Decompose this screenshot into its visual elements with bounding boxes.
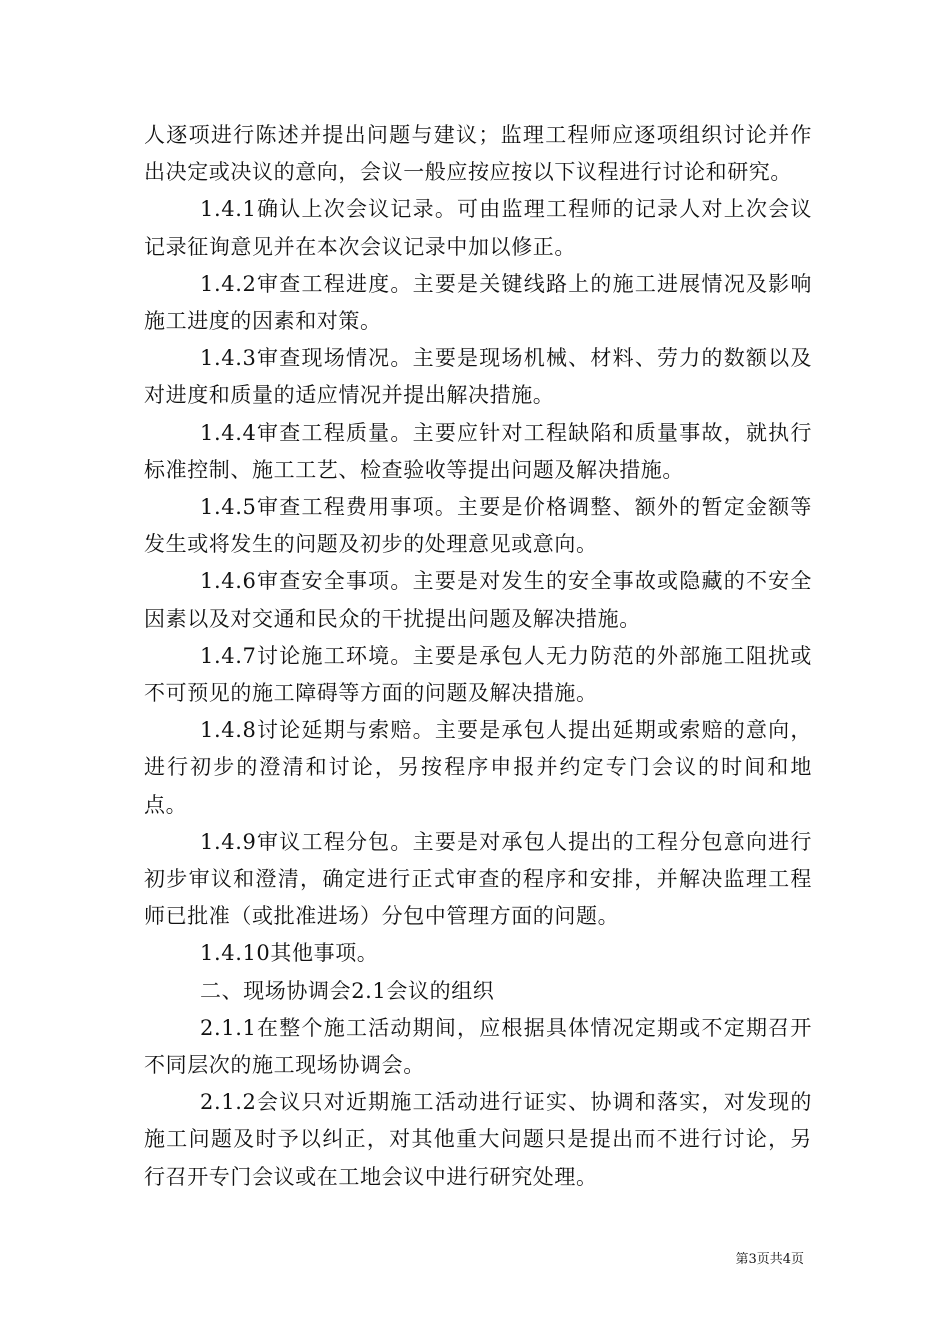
paragraph: 1.4.7讨论施工环境。主要是承包人无力防范的外部施工阻扰或不可预见的施工障碍等方面的问题及解决措施。 (144, 643, 812, 706)
paragraph: 1.4.10其他事项。 (200, 941, 379, 966)
paragraph: 1.4.8讨论延期与索赔。主要是承包人提出延期或索赔的意向，进行初步的澄清和讨论，另按程序申报并约定专门会议的时间和地点。 (144, 718, 812, 817)
section-heading: 二、现场协调会2.1会议的组织 (200, 978, 495, 1003)
paragraph: 1.4.9审议工程分包。主要是对承包人提出的工程分包意向进行初步审议和澄清，确定进行正式审查的程序和安排，并解决监理工程师已批准（或批准进场）分包中管理方面的问题。 (144, 829, 812, 929)
page-number-footer: 第3页共4页 (735, 1252, 804, 1267)
paragraph: 1.4.6审查安全事项。主要是对发生的安全事故或隐藏的不安全因素以及对交通和民众的干扰提出问题及解决措施。 (144, 569, 812, 631)
paragraph: 1.4.3审查现场情况。主要是现场机械、材料、劳力的数额以及对进度和质量的适应情况并提出解决措施。 (144, 346, 812, 408)
paragraph: 1.4.2审查工程进度。主要是关键线路上的施工进展情况及影响施工进度的因素和对策。 (144, 271, 812, 334)
paragraph: 1.4.1确认上次会议记录。可由监理工程师的记录人对上次会议记录征询意见并在本次会议记录中加以修正。 (144, 197, 812, 259)
paragraph: 1.4.5审查工程费用事项。主要是价格调整、额外的暂定金额等发生或将发生的问题及初步的处理意见或意向。 (144, 495, 812, 557)
document-body (144, 117, 812, 1196)
paragraph: 2.1.2会议只对近期施工活动进行证实、协调和落实，对发现的施工问题及时予以纠正，对其他重大问题只是提出而不进行讨论，另行召开专门会议或在工地会议中进行研究处理。 (144, 1090, 812, 1189)
paragraph: 2.1.1在整个施工活动期间，应根据具体情况定期或不定期召开不同层次的施工现场协调会。 (144, 1015, 812, 1078)
paragraph: 1.4.4审查工程质量。主要应针对工程缺陷和质量事故，就执行标准控制、施工工艺、检查验收等提出问题及解决措施。 (144, 420, 812, 482)
paragraph: 人逐项进行陈述并提出问题与建议；监理工程师应逐项组织讨论并作出决定或决议的意向，会议一般应按应按以下议程进行讨论和研究。 (144, 123, 812, 185)
